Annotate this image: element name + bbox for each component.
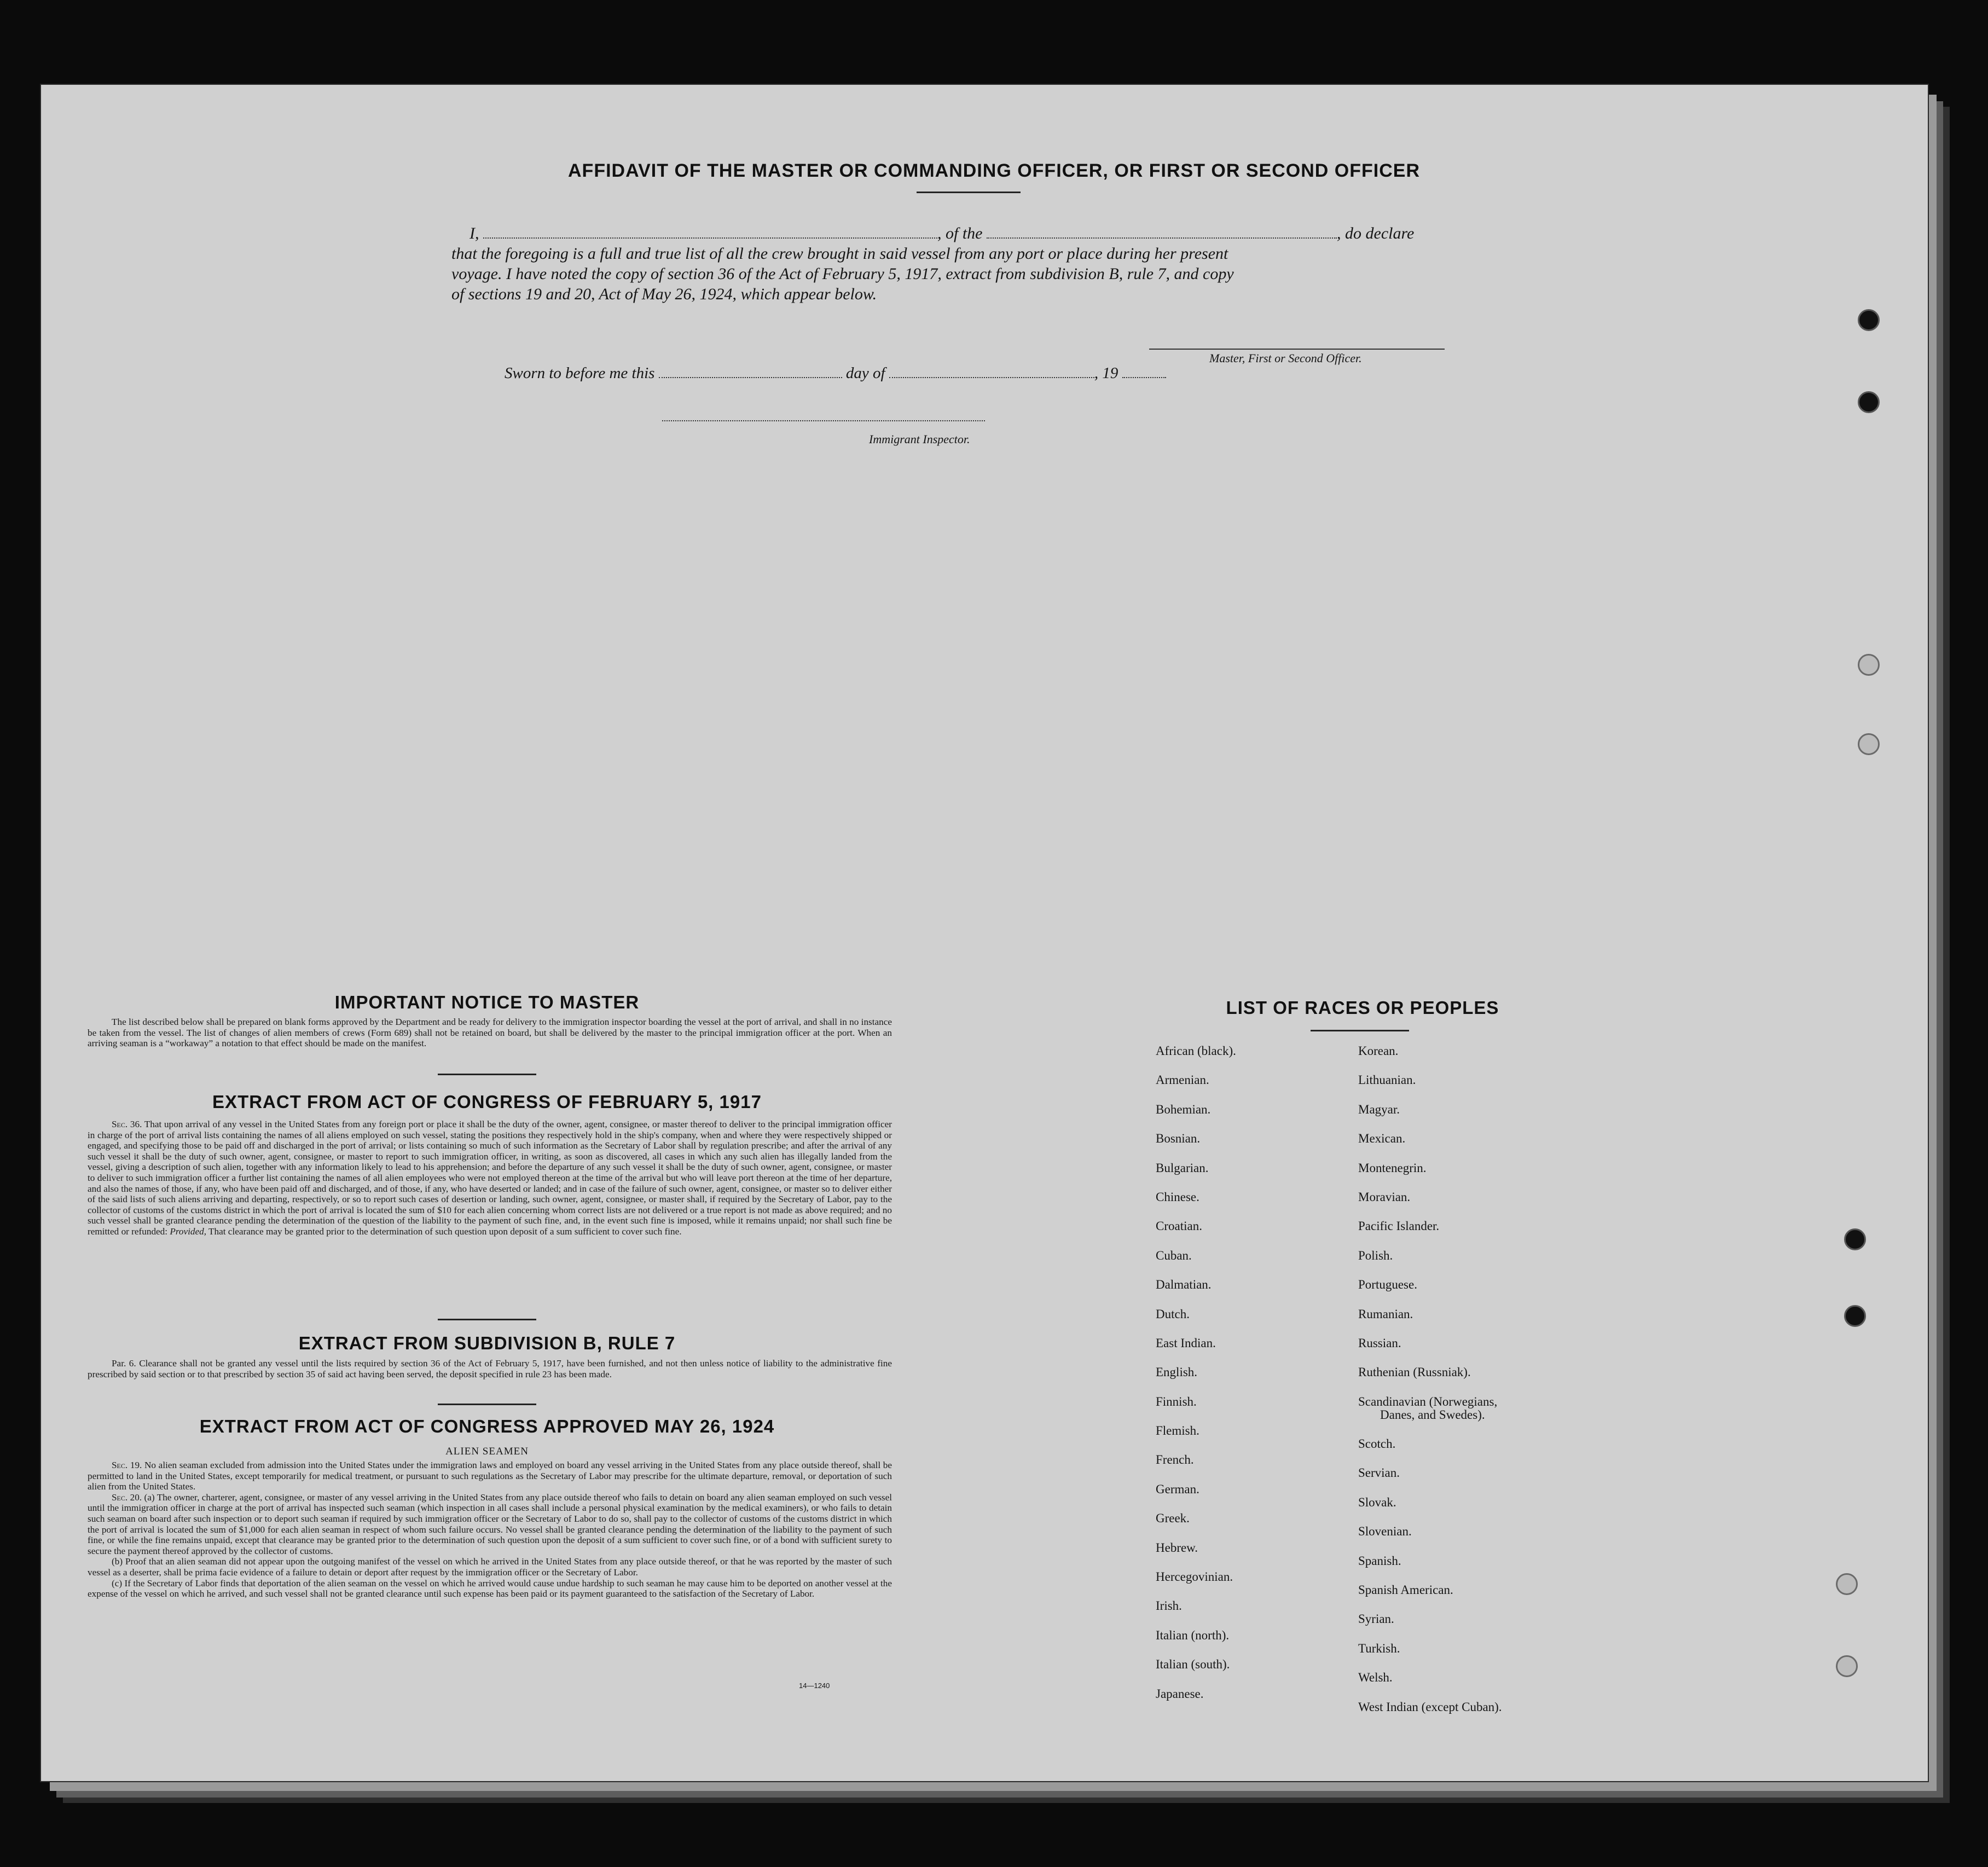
sec-20-label: Sec. 20. xyxy=(112,1492,142,1503)
race-item: English. xyxy=(1156,1365,1198,1379)
sworn-year: , 19 xyxy=(1094,364,1118,382)
race-item: French. xyxy=(1156,1453,1194,1467)
race-item: Irish. xyxy=(1156,1599,1182,1613)
master-signature-label: Master, First or Second Officer. xyxy=(1209,351,1362,365)
race-item: Danes, and Swedes). xyxy=(1380,1407,1485,1422)
extract-1917-title: EXTRACT FROM ACT OF CONGRESS OF FEBRUARY 5, 1917 xyxy=(212,1092,762,1112)
binder-hole xyxy=(1844,1228,1866,1250)
affidavit-i: I, xyxy=(470,224,479,242)
race-item: Syrian. xyxy=(1358,1612,1394,1626)
race-item: Dutch. xyxy=(1156,1307,1190,1321)
inspector-signature-label: Immigrant Inspector. xyxy=(869,432,970,446)
race-item: Slovenian. xyxy=(1358,1524,1412,1539)
race-item: Scotch. xyxy=(1358,1437,1396,1451)
race-item: Spanish American. xyxy=(1358,1583,1453,1597)
sec-19-text: No alien seaman excluded from admission into the United States under the immigration laws and employed on board any vessel arriving in the United States from any place outside thereof, shall be permitted to land in the United States, except temporarily for medical treatment, or pursuant to such regulations as the Secretary of Labor may prescribe for the ultimate departure, removal, or deportation of such alien from the United States. xyxy=(88,1460,892,1492)
affidavit-line-4: of sections 19 and 20, Act of May 26, 1924, which appear below. xyxy=(451,285,877,303)
race-item: Pacific Islander. xyxy=(1358,1219,1440,1233)
race-item: Bulgarian. xyxy=(1156,1161,1209,1175)
binder-hole xyxy=(1836,1655,1858,1677)
race-item: Slovak. xyxy=(1358,1495,1396,1509)
affidavit-line-3: voyage. I have noted the copy of section 36 of the Act of February 5, 1917, extract from subdivision B, rule 7, and copy xyxy=(451,265,1234,283)
race-item: Greek. xyxy=(1156,1511,1190,1526)
sec-36-label: Sec. 36. xyxy=(112,1119,142,1129)
race-item: Cuban. xyxy=(1156,1248,1192,1262)
race-item: Rumanian. xyxy=(1358,1307,1413,1321)
race-item: Chinese. xyxy=(1156,1190,1199,1204)
affidavit-of-the: , of the xyxy=(937,224,983,242)
race-item: Spanish. xyxy=(1358,1553,1401,1568)
race-item: Magyar. xyxy=(1358,1102,1400,1116)
race-item: Scandinavian (Norwegians, xyxy=(1358,1394,1498,1408)
proviso-text: That clearance may be granted prior to the determination of such question upon deposit of a sum sufficient to cover such fine. xyxy=(208,1226,682,1237)
sworn-prefix: Sworn to before me this xyxy=(505,364,655,382)
races-divider xyxy=(1311,1030,1409,1031)
races-left-column xyxy=(1156,1043,1353,1715)
notice-paragraph: The list described below shall be prepared on blank forms approved by the Department and be ready for delivery to the immigration inspector boarding the vessel at the port of arrival, and shall in no instance be taken from the vessel. The list of changes of alien members of crews (Form 689) shall not be retained on board, but shall be delivered by the master to the principal immigration officer at the port. When an arriving seaman is a “workaway” a notation to that effect should be made on the manifest. xyxy=(88,1017,892,1049)
sworn-year-blank[interactable] xyxy=(1122,376,1166,378)
race-item: Italian (north). xyxy=(1156,1628,1230,1642)
race-item: Hercegovinian. xyxy=(1156,1570,1233,1584)
races-title: LIST OF RACES OR PEOPLES xyxy=(1226,998,1499,1018)
affidavit-declare: , do declare xyxy=(1337,224,1415,242)
sec-20c-text: (c) If the Secretary of Labor finds that deportation of the alien seaman on the vessel on which he arrived would cause undue hardship to such seaman he may cause him to be deported on another vessel at the expense of the vessel on which he arrived, and such vessel shall not be granted clearance until such expense has been paid or its payment guaranteed to the satisfaction of the Secretary of Labor. xyxy=(88,1578,892,1599)
race-item: Armenian. xyxy=(1156,1073,1209,1087)
race-item: Bosnian. xyxy=(1156,1132,1201,1146)
notice-text xyxy=(88,1017,892,1049)
sec-20b-text: (b) Proof that an alien seaman did not appear upon the outgoing manifest of the vessel on which he arrived in the United States from any place outside thereof, or that he was reported by the master of such vessel as a deserter, shall be prima facie evidence of a failure to detain or deport after request by the immigration officer or the Secretary of Labor. xyxy=(88,1556,892,1578)
race-item: Hebrew. xyxy=(1156,1540,1198,1555)
race-item: West Indian (except Cuban). xyxy=(1358,1700,1502,1714)
race-item: Servian. xyxy=(1358,1466,1400,1480)
vessel-blank[interactable] xyxy=(987,236,1337,239)
inspector-signature-line[interactable] xyxy=(662,420,985,421)
extract-1924-title: EXTRACT FROM ACT OF CONGRESS APPROVED MAY 26, 1924 xyxy=(199,1416,775,1436)
race-item: Japanese. xyxy=(1156,1686,1204,1701)
race-item: Croatian. xyxy=(1156,1219,1202,1233)
sworn-month-blank[interactable] xyxy=(889,376,1094,378)
sec-20a-text: (a) The owner, charterer, agent, consignee, or master of any vessel arriving in the United States from any place outside thereof who fails to detain on board any alien seaman employed on such vessel until the immigration officer in charge at the port of arrival has inspected such seaman (which inspection in all cases shall include a personal physical examination by the medical examiners), or who fails to detain such seaman on board after such inspection or to deport such seaman if required by such immigration officer or the Secretary of Labor to do so, shall pay to the collector of customs of the customs district in which the port of arrival is located the sum of $1,000 for each alien seaman in respect of whom such failure occurs. No vessel shall be granted clearance pending the determination of the liability to the payment of such fine, or while the fine remains unpaid, except that clearance may be granted prior to the determination of such question upon the deposit of a sum sufficient to cover such fine, or of a bond with sufficient surety to secure the payment thereof approved by the collector of customs. xyxy=(88,1492,892,1556)
sworn-day-of: day of xyxy=(845,364,885,382)
race-item: Finnish. xyxy=(1156,1394,1197,1408)
race-item: Portuguese. xyxy=(1358,1278,1417,1292)
race-item: Dalmatian. xyxy=(1156,1278,1212,1292)
name-blank[interactable] xyxy=(483,236,937,239)
binder-hole xyxy=(1858,309,1880,331)
extract-1917-text xyxy=(88,1119,892,1237)
race-item: Bohemian. xyxy=(1156,1102,1211,1116)
form-number: 14—1240 xyxy=(799,1682,830,1690)
section-divider xyxy=(438,1404,536,1405)
races-right-column xyxy=(1358,1043,1577,1728)
binder-hole xyxy=(1836,1573,1858,1595)
race-item: Polish. xyxy=(1358,1248,1393,1262)
extract-rule7-title: EXTRACT FROM SUBDIVISION B, RULE 7 xyxy=(298,1333,676,1353)
binder-hole xyxy=(1858,733,1880,755)
master-signature-line[interactable] xyxy=(1149,349,1445,350)
section-divider xyxy=(438,1074,536,1075)
race-item: Lithuanian. xyxy=(1358,1073,1416,1087)
race-item: Italian (south). xyxy=(1156,1657,1230,1672)
binder-hole xyxy=(1858,391,1880,413)
sec-36-text: That upon arrival of any vessel in the United States from any foreign port or place it shall be the duty of the owner, agent, consignee, or master thereof to deliver to the principal immigration officer in charge of the port of arrival lists containing the names of all aliens employed on such vessel, stating the positions they respectively hold in the ship's company, when and where they were respectively shipped or engaged, and specifying those to be paid off and discharged in the port of arrival; or lists containing so much of such information as the Secretary of Labor shall by regulation prescribe; and after the arrival of any such vessel it shall be the duty of such owner, agent, consignee, or master to report to such immigration officer, in writing, as soon as discovered, all cases in which any such alien has illegally landed from the vessel, giving a description of such alien, together with any information likely to lead to his apprehension; and before the departure of any such vessel it shall be the duty of such owner, agent, consignee, or master to deliver to such immigration officer a further list containing the names of all alien employees who were not employed thereon at the time of the arrival but who will leave port thereon at the time of her departure, and also the names of those, if any, who have been paid off and discharged, and of those, if any, who have deserted or landed; and in case of the failure of such owner, agent, consignee, or master so to deliver either of the said lists of such aliens arriving and departing, respectively, or so to report such cases of desertion or landing, such owner, agent, consignee, or master shall, if required by the Secretary of Labor, pay to the collector of customs of the customs district in which the port of arrival is located the sum of $10 for each alien concerning whom correct lists are not delivered or a true report is not made as above required; and no such vessel shall be granted clearance pending the determination of the question of the liability to the payment of such fine, and, in the event such fine is imposed, while it remains unpaid; nor shall such fine be remitted or refunded: xyxy=(88,1119,892,1237)
rule7-paragraph: Par. 6. Clearance shall not be granted any vessel until the lists required by section 36 of the Act of February 5, 1917, have been furnished, and not then unless notice of liability to the administrative fine prescribed by said section or to that prescribed by section 35 of said act having been served, the deposit specified in rule 23 has been made. xyxy=(88,1358,892,1379)
sworn-day-blank[interactable] xyxy=(659,376,842,378)
affidavit-line-2: that the foregoing is a full and true list of all the crew brought in said vessel from any port or place during her present xyxy=(451,245,1228,263)
affidavit-line-1 xyxy=(470,224,1414,243)
alien-seamen-subtitle: ALIEN SEAMEN xyxy=(445,1446,529,1457)
binder-hole xyxy=(1844,1305,1866,1327)
race-item: Flemish. xyxy=(1156,1424,1199,1438)
race-item: Welsh. xyxy=(1358,1671,1393,1685)
race-item: German. xyxy=(1156,1482,1199,1496)
title-divider xyxy=(917,192,1021,193)
proviso-label: Provided, xyxy=(170,1226,207,1237)
race-item: Moravian. xyxy=(1358,1190,1411,1204)
section-divider xyxy=(438,1319,536,1320)
extract-rule7-text xyxy=(88,1358,892,1379)
sec-19-label: Sec. 19. xyxy=(112,1460,142,1470)
race-item: East Indian. xyxy=(1156,1336,1216,1350)
race-item: Russian. xyxy=(1358,1336,1401,1350)
race-item: Turkish. xyxy=(1358,1641,1400,1655)
race-item: Korean. xyxy=(1358,1044,1399,1058)
sworn-line xyxy=(505,364,1166,382)
race-item: Mexican. xyxy=(1358,1132,1406,1146)
race-item: Ruthenian (Russniak). xyxy=(1358,1365,1471,1379)
race-item: African (black). xyxy=(1156,1044,1236,1058)
extract-1924-text xyxy=(88,1460,892,1599)
notice-title: IMPORTANT NOTICE TO MASTER xyxy=(334,992,640,1012)
binder-hole xyxy=(1858,654,1880,676)
race-item: Montenegrin. xyxy=(1358,1161,1427,1175)
affidavit-title: AFFIDAVIT OF THE MASTER OR COMMANDING OFFICER, OR FIRST OR SECOND OFFICER xyxy=(568,160,1420,181)
